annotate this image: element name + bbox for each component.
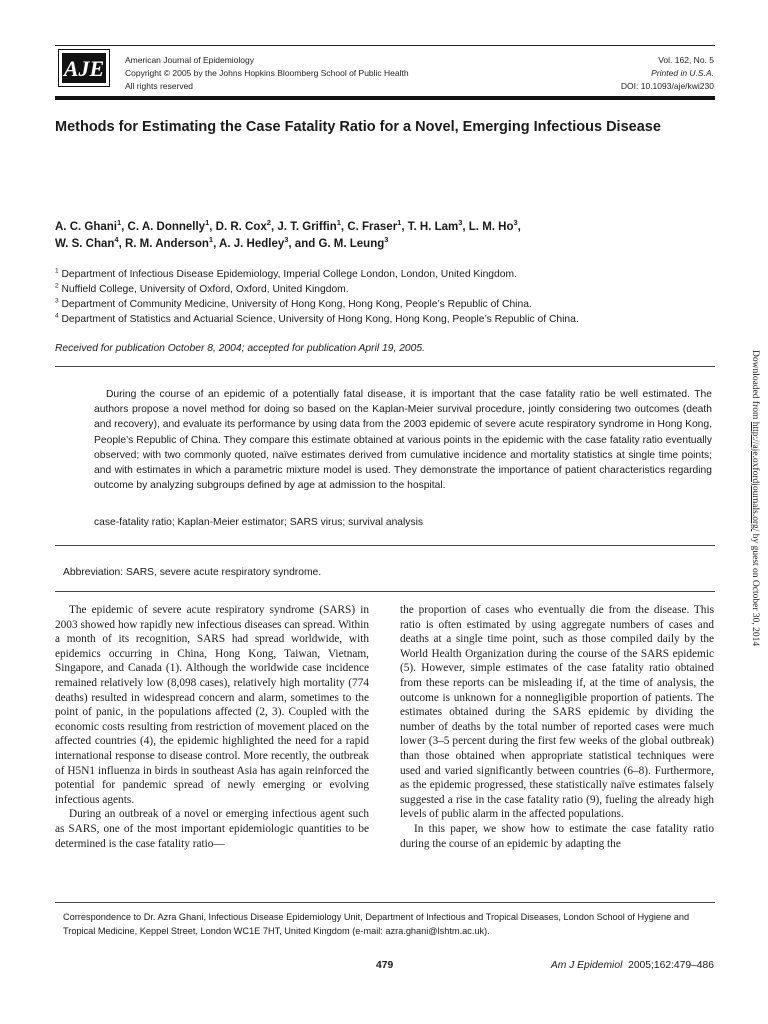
- copyright-line: Copyright © 2005 by the Johns Hopkins Bloomberg School of Public Health: [125, 68, 409, 78]
- author-name: C. A. Donnelly: [127, 221, 206, 233]
- affiliation-marker: 2: [55, 282, 59, 290]
- affiliation-item: [55, 267, 715, 282]
- author-affiliation-marker: 4: [114, 235, 119, 245]
- printed-line: Printed in U.S.A.: [651, 68, 714, 78]
- author-affiliation-marker: 3: [513, 218, 518, 228]
- body-column-right: [400, 603, 714, 851]
- author-name: D. R. Cox: [215, 221, 267, 233]
- journal-info: [125, 54, 409, 93]
- affiliation-text: Nuffield College, University of Oxford, Oxford, United Kingdom.: [61, 284, 349, 295]
- author-affiliation-marker: 1: [208, 235, 214, 245]
- author-affiliation-marker: 1: [205, 218, 210, 228]
- body-paragraph: During an outbreak of a novel or emerging infectious agent such as SARS, one of the most important epidemiologic quantities to be determined is the case fatality ratio—: [55, 808, 369, 850]
- author-name: W. S. Chan: [55, 238, 115, 250]
- journal-logo: [58, 49, 110, 87]
- volume-line: Vol. 162, No. 5: [658, 55, 714, 65]
- received-dates: Received for publication October 8, 2004; accepted for publication April 19, 2005.: [55, 343, 425, 354]
- body-paragraph: The epidemic of severe acute respiratory syndrome (SARS) in 2003 showed how rapidly new infectious diseases can spread. Within a month of its recognition, SARS had spread worldwide, with epidemics occurring in China, Hong Kong, Taiwan, Vietnam, Singapore, and Canada (1). Although the worldwide case incidence remained relatively low (8,098 cases), relatively high mortality (774 deaths) resulted in widespread concern and alarm, sometimes to the point of panic, in the populations affected (2, 3). Coupled with the economic costs resulting from restriction of movement placed on the affected countries (4), the epidemic highlighted the need for a rapid international response to disease control. More recently, the outbreak of H5N1 influenza in birds in southeast Asia has again reinforced the potential for pandemic spread of newly emerging or evolving infectious agents.: [55, 604, 369, 806]
- abstract: [94, 387, 712, 493]
- affiliations: [55, 267, 715, 327]
- journal-name: American Journal of Epidemiology: [125, 55, 254, 65]
- top-rule: [55, 45, 715, 46]
- author-name: R. M. Anderson: [124, 238, 209, 250]
- abstract-bottom-rule: [55, 545, 715, 546]
- author-name: T. H. Lam: [407, 221, 459, 233]
- download-suffix: by guest on October 30, 2014: [750, 533, 760, 647]
- volume-info: [621, 54, 714, 93]
- citation: [551, 960, 714, 971]
- author-affiliation-marker: 2: [266, 218, 271, 228]
- keywords: case-fatality ratio; Kaplan-Meier estimator; SARS virus; survival analysis: [94, 517, 424, 528]
- header-rule: [55, 96, 715, 100]
- body-paragraph: the proportion of cases who eventually die from the disease. This ratio is often estimated by using aggregate numbers of cases and deaths at a single time point, such as those compiled daily by the World Health Organization during the course of the SARS epidemic (5). However, simple estimates of the case fatality ratio obtained from these reports can be misleading if, at the time of analysis, the outcome is unknown for a nonnegligible proportion of patients. The estimates obtained during the SARS epidemic by dividing the number of deaths by the total number of reported cases were much lower (3–5 percent during the first few weeks of the global outbreak) than those obtained when appropriate statistical techniques were used and varied significantly between countries (6–8). Furthermore, as the epidemic progressed, these statistically naïve estimates falsely suggested a rise in the case fatality ratio (9), fueling the already high levels of public alarm in the affected populations.: [400, 604, 714, 821]
- download-prefix: Downloaded from: [750, 350, 760, 420]
- article-title: Methods for Estimating the Case Fatality Ratio for a Novel, Emerging Infectious Disease: [55, 119, 661, 135]
- footnote-rule: [55, 902, 715, 903]
- affiliation-item: [55, 297, 715, 312]
- page-number: 479: [376, 960, 394, 971]
- download-link[interactable]: http://aje.oxfordjournals.org/: [750, 421, 760, 532]
- affiliation-marker: 3: [55, 297, 59, 305]
- affiliation-item: [55, 282, 715, 297]
- author-affiliation-marker: 3: [384, 235, 389, 245]
- affiliation-text: Department of Infectious Disease Epidemiology, Imperial College London, London, United Kingdom.: [61, 269, 517, 280]
- author-affiliation-marker: 1: [397, 218, 402, 228]
- svg-text:AJE: AJE: [63, 56, 105, 81]
- rights-line: All rights reserved: [125, 81, 194, 91]
- abbreviation-rule: [55, 591, 715, 592]
- author-name: J. T. Griffin: [277, 221, 337, 233]
- journal-abbrev: Am J Epidemiol: [550, 960, 623, 971]
- author-affiliation-marker: 1: [336, 218, 341, 228]
- author-list: A. C. Ghani$^1$, C. A. Donnelly$^1$, D. R. Cox$^2$, J. T. Griffin$^1$, C. Fraser$^1$, T. H. Lam$^3$, L. M. Ho$^3$, W. S. Chan$^4$, R. M. Anderson$^1$, A. J. Hedley$^3$, and G. M. Leung$^3$: [55, 218, 521, 250]
- affiliation-marker: 1: [55, 267, 59, 275]
- author-name: A. C. Ghani: [55, 221, 117, 233]
- author-name: L. M. Ho: [468, 221, 514, 233]
- affiliation-item: [55, 312, 715, 327]
- citation-details: 2005;162:479–486: [628, 960, 714, 971]
- abstract-top-rule: [55, 366, 715, 367]
- correspondence-note: Correspondence to Dr. Azra Ghani, Infectious Disease Epidemiology Unit, Department of Infectious and Tropical Diseases, London School of Hygiene and Tropical Medicine, Keppel Street, London WC1E 7HT, United Kingdom (e-mail: azra.ghani@lshtm.ac.uk).: [63, 912, 690, 936]
- affiliation-text: Department of Community Medicine, University of Hong Kong, Hong Kong, People’s Republic of China.: [61, 299, 532, 310]
- author-name: A. J. Hedley: [219, 238, 285, 250]
- affiliation-text: Department of Statistics and Actuarial Science, University of Hong Kong, Hong Kong, People’s Republic of China.: [61, 314, 579, 325]
- author-affiliation-marker: 3: [458, 218, 463, 228]
- body-paragraph: In this paper, we show how to estimate the case fatality ratio during the course of an epidemic by adapting the: [400, 822, 714, 850]
- author-name: G. M. Leung: [318, 238, 385, 250]
- abstract-text: During the course of an epidemic of a potentially fatal disease, it is important that the case fatality ratio be well estimated. The authors propose a novel method for doing so based on the Kaplan-Meier survival procedure, jointly considering two outcomes (death and recovery), and evaluate its performance by using data from the 2003 epidemic of severe acute respiratory syndrome in Hong Kong, People’s Republic of China. They compare this estimate obtained at various points in the epidemic with the case fatality ratio eventually observed; with two commonly quoted, naïve estimates derived from cumulative incidence and mortality statistics at single time points; and with estimates in which a parametric mixture model is used. They demonstrate the importance of patient characteristics regarding outcome by analyzing subgroups defined by age at admission to the hospital.: [94, 389, 712, 492]
- doi-line: DOI: 10.1093/aje/kwi230: [620, 81, 714, 91]
- download-note: [746, 350, 766, 680]
- body-column-left: [55, 603, 369, 851]
- affiliation-marker: 4: [55, 312, 59, 320]
- author-affiliation-marker: 1: [116, 218, 122, 228]
- author-affiliation-marker: 3: [284, 235, 289, 245]
- author-name: C. Fraser: [347, 221, 398, 233]
- abbreviation-note: Abbreviation: SARS, severe acute respiratory syndrome.: [63, 567, 322, 578]
